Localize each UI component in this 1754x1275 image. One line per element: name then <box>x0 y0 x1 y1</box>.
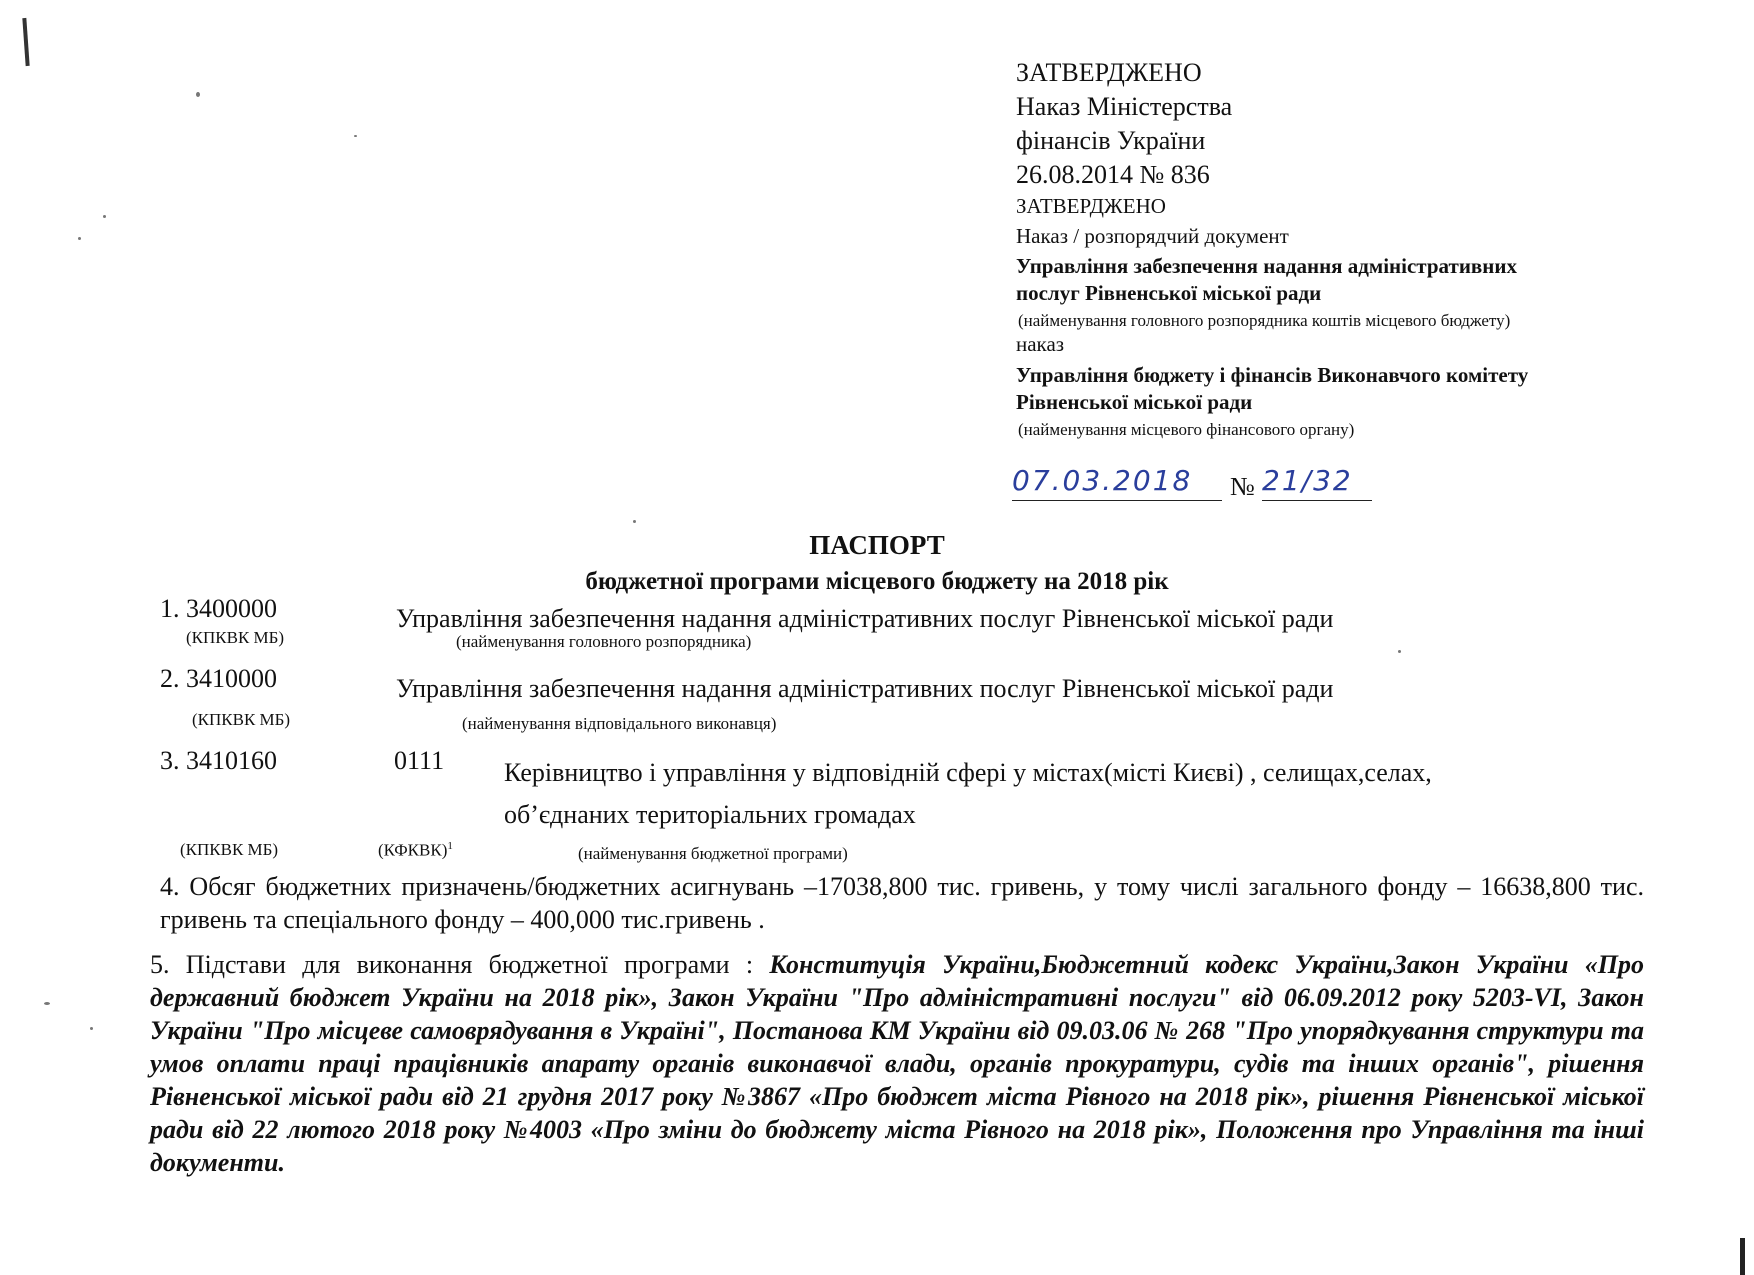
item-1-name-caption: (найменування головного розпорядника) <box>456 632 752 651</box>
scan-speck <box>196 92 200 97</box>
scan-mark <box>1740 1238 1745 1275</box>
item-2-name-caption: (найменування відповідального виконавця) <box>462 714 777 733</box>
order-number-line <box>1262 464 1372 501</box>
item-2-code: 2. 3410000 <box>160 664 277 693</box>
approval-heading-2: ЗАТВЕРДЖЕНО <box>1016 194 1166 218</box>
order-number-handwritten: 21/32 <box>1262 464 1353 497</box>
item-4-budget-volume: 4. Обсяг бюджетних призначень/бюджетних асигнувань –17038,800 тис. гривень, у тому числі загального фонду – 16638,800 тис. гривень та спеціального фонду – 400,000 тис.гривень . <box>160 872 1644 934</box>
scan-speck <box>354 135 357 137</box>
scan-speck <box>90 1027 93 1030</box>
scan-mark <box>22 18 29 66</box>
footnote-marker: 1 <box>447 840 453 852</box>
item-1-code: 1. 3400000 <box>160 594 277 623</box>
approval-order-line: Наказ Міністерства <box>1016 92 1233 121</box>
approval-date-number: 26.08.2014 № 836 <box>1016 160 1210 189</box>
item-3-kfkvk-caption <box>378 840 453 861</box>
order-number-sign: № <box>1230 472 1255 501</box>
item-3-code-caption: (КПКВК МБ) <box>180 840 279 859</box>
item-3-name-caption: (найменування бюджетної програми) <box>578 844 848 863</box>
scan-speck <box>1398 650 1401 653</box>
scan-speck <box>633 520 636 523</box>
main-manager-caption: (найменування головного розпорядника коштів місцевого бюджету) <box>1018 311 1511 330</box>
item-5-basis-documents: Конституція України,Бюджетний кодекс України,Закон України «Про державний бюджет України на 2018 рік», Закон України "Про адміністративні послуги" від 06.09.2012 року 5203-VI, Закон України "Про місцеве самоврядування в Україні", Постанова КМ України від 09.03.06 № 268 "Про упорядкування структури та умов оплати праці працівників апарату органів виконавчої влади, органів прокуратури, судів та інших органів", рішення Рівненської міської ради від 21 грудня 2017 року №3867 «Про бюджет міста Рівного на 2018 рік», рішення Рівненської міської ради від 22 лютого 2018 року №4003 «Про зміни до бюджету міста Рівного на 2018 рік», Положення про Управління та інші документи. <box>150 950 1644 1177</box>
item-2-code-caption: (КПКВК МБ) <box>192 710 291 729</box>
finance-body-name-1: Управління бюджету і фінансів Виконавчого комітету <box>1016 363 1529 387</box>
item-1-name: Управління забезпечення надання адміністративних послуг Рівненської міської ради <box>396 604 1334 633</box>
order-date-line <box>1012 464 1222 501</box>
scan-speck <box>44 1002 50 1005</box>
order-word: наказ <box>1016 332 1065 356</box>
item-3-kfkvk-caption-text: (КФКВК) <box>378 840 448 860</box>
scan-speck <box>78 237 81 240</box>
item-2-name: Управління забезпечення надання адміністративних послуг Рівненської міської ради <box>396 674 1334 703</box>
item-3-code: 3. 3410160 <box>160 746 277 775</box>
approval-document-type: Наказ / розпорядчий документ <box>1016 224 1289 248</box>
page-title: ПАСПОРТ <box>809 530 945 560</box>
finance-body-caption: (найменування місцевого фінансового органу) <box>1018 420 1355 439</box>
page-subtitle: бюджетної програми місцевого бюджету на 2018 рік <box>585 568 1169 595</box>
item-3-kfkvk: 0111 <box>394 746 445 775</box>
approval-heading: ЗАТВЕРДЖЕНО <box>1016 58 1202 87</box>
main-manager-name-1: Управління забезпечення надання адміністративних <box>1016 254 1517 278</box>
item-3-name-line2: об’єднаних територіальних громадах <box>504 800 916 829</box>
scan-speck <box>103 215 106 218</box>
finance-body-name-2: Рівненської міської ради <box>1016 390 1253 414</box>
order-date-handwritten: 07.03.2018 <box>1012 464 1193 497</box>
main-manager-name-2: послуг Рівненської міської ради <box>1016 281 1322 305</box>
item-3-name-line1: Керівництво і управління у відповідній сфері у містах(місті Києві) , селищах,селах, <box>504 758 1432 787</box>
item-5-basis <box>150 948 1644 1179</box>
approval-ministry-line: фінансів України <box>1016 126 1206 155</box>
item-1-code-caption: (КПКВК МБ) <box>186 628 285 647</box>
item-5-label: 5. Підстави для виконання бюджетної програми : <box>150 950 770 979</box>
